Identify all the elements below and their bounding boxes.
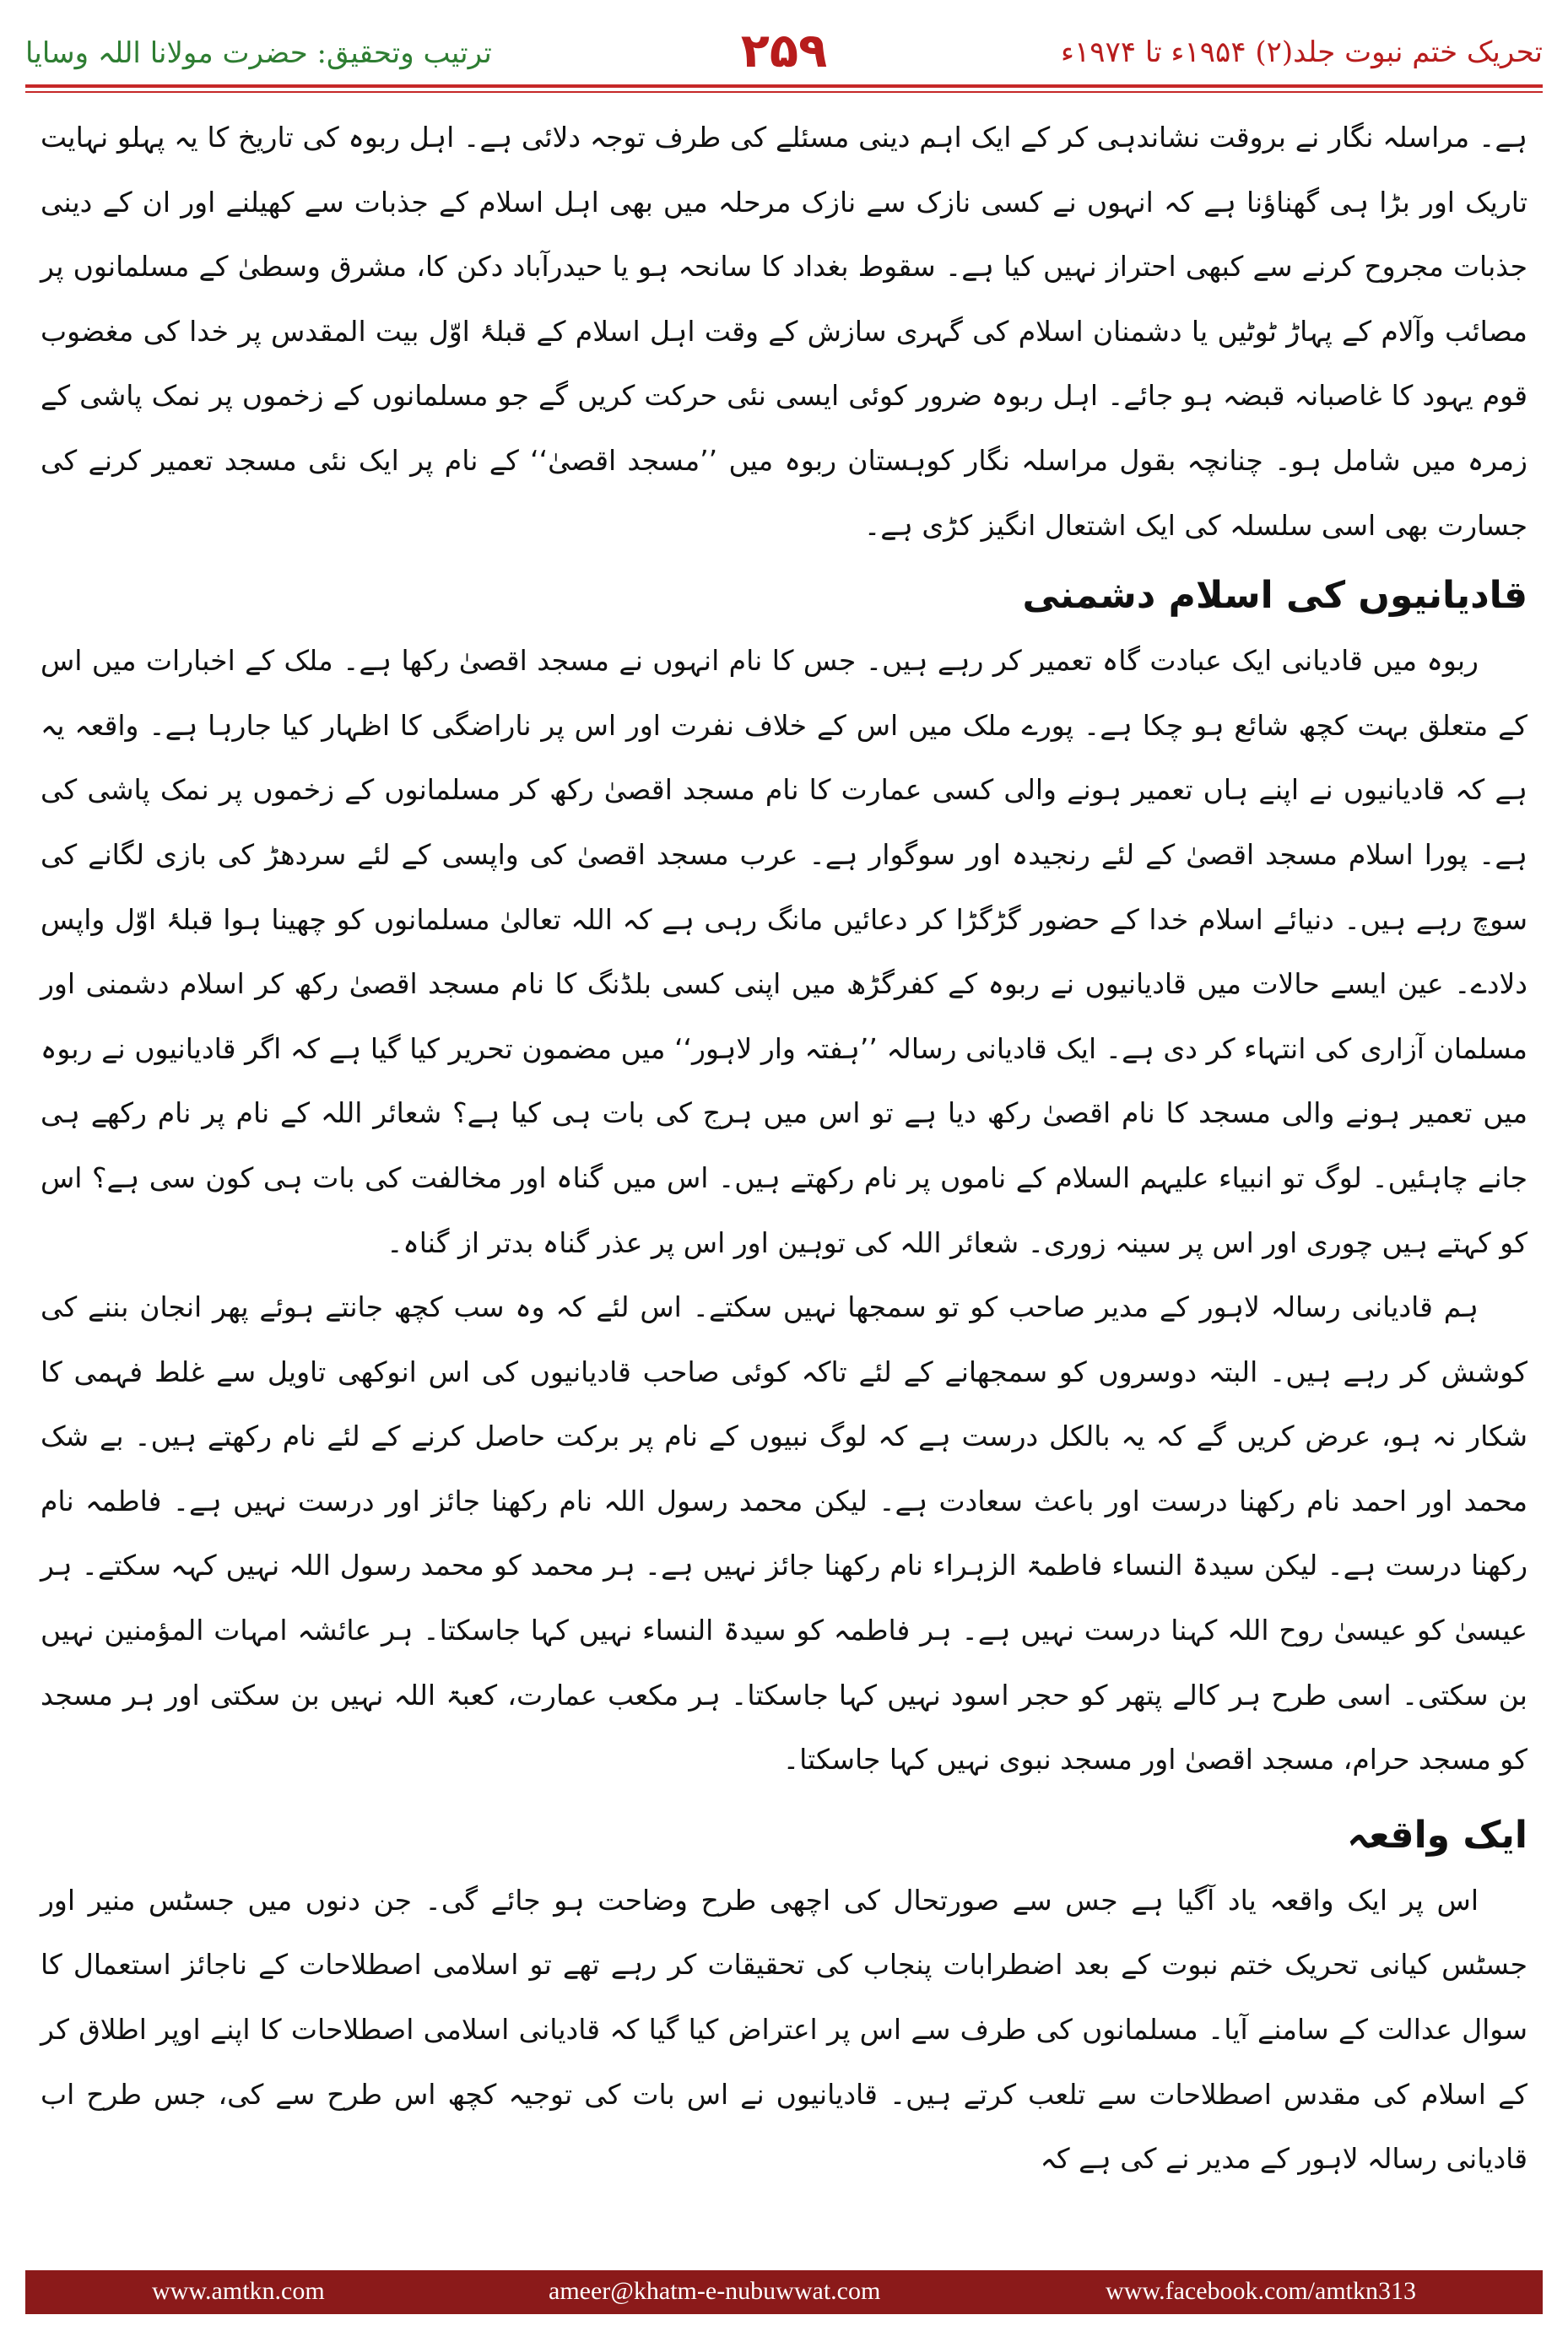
footer-email-link[interactable]: ameer@khatm-e-nubuwwat.com [549,2277,881,2305]
section-1-paragraph-2: ہم قادیانی رسالہ لاہور کے مدیر صاحب کو تو سمجھا نہیں سکتے۔ اس لئے کہ وہ سب کچھ جانتے ہوئے پھر انجان بننے کی کوشش کر رہے ہیں۔ البتہ دوسروں کو سمجھانے کے لئے تاکہ کوئی صاحب قادیانیوں کی اس انوکھی تاویل سے غلط فہمی کا شکار نہ ہو، عرض کریں گے کہ یہ بالکل درست ہے کہ لوگ نبیوں کے نام پر برکت حاصل کرنے کے لئے نام رکھتے ہیں۔ بے شک محمد اور احمد نام رکھنا درست اور باعث سعادت ہے۔ لیکن محمد رسول اللہ نام رکھنا جائز اور درست نہیں ہے۔ فاطمہ نام رکھنا درست ہے۔ لیکن سیدۃ النساء فاطمۃ الزہراء نام رکھنا جائز نہیں ہے۔ ہر محمد کو محمد رسول اللہ نہیں کہہ سکتے۔ ہر عیسیٰ کو عیسیٰ روح اللہ کہنا درست نہیں ہے۔ ہر فاطمہ کو سیدۃ النساء نہیں کہا جاسکتا۔ ہر عائشہ امہات المؤمنین نہیں بن سکتی۔ اسی طرح ہر کالے پتھر کو حجر اسود نہیں کہا جاسکتا۔ ہر مکعب عمارت، کعبۃ اللہ نہیں بن سکتی اور ہر مسجد کو مسجد حرام، مسجد اقصیٰ اور مسجد نبوی نہیں کہا جاسکتا۔ [41,1290,1527,1777]
header-compiler-credit: ترتیب وتحقیق: حضرت مولانا اللہ وسایا [25,36,492,70]
section-heading-an-incident: ایک واقعہ [1347,1813,1527,1857]
header-book-title: تحریک ختم نبوت جلد(۲) ۱۹۵۴ء تا ۱۹۷۴ء [1061,35,1543,69]
header-rule-thick [25,84,1543,88]
page-header [25,24,1543,87]
intro-paragraph: ہے۔ مراسلہ نگار نے بروقت نشاندہی کر کے ایک اہم دینی مسئلے کی طرف توجہ دلائی ہے۔ اہل ربوہ کی تاریخ کا یہ پہلو نہایت تاریک اور بڑا ہی گھناؤنا ہے کہ انہوں نے کسی نازک سے نازک مرحلہ میں بھی اہل اسلام کے جذبات سے کھیلنے اور ان کے دینی جذبات مجروح کرنے سے کبھی احتراز نہیں کیا ہے۔ سقوط بغداد کا سانحہ ہو یا حیدرآباد دکن کا، مشرق وسطیٰ کے مسلمانوں پر مصائب وآلام کے پہاڑ ٹوٹیں یا دشمنان اسلام کی گہری سازش کے وقت اہل اسلام کے قبلۂ اوّل بیت المقدس پر خدا کی مغضوب قوم یہود کا غاصبانہ قبضہ ہو جائے۔ اہل ربوہ ضرور کوئی ایسی نئی حرکت کریں گے جو مسلمانوں کے زخموں پر نمک پاشی کے زمرہ میں شامل ہو۔ چنانچہ بقول مراسلہ نگار کوہستان ربوہ میں ’’مسجد اقصیٰ‘‘ کے نام پر ایک نئی مسجد تعمیر کرنے کی جسارت بھی اسی سلسلہ کی ایک اشتعال انگیز کڑی ہے۔ [41,121,1527,542]
page-footer [25,2270,1543,2314]
header-rule-thin [25,91,1543,93]
section-2-paragraph-1: اس پر ایک واقعہ یاد آگیا ہے جس سے صورتحال کی اچھی طرح وضاحت ہو جائے گی۔ جن دنوں میں جسٹس منیر اور جسٹس کیانی تحریک ختم نبوت کے بعد اضطرابات پنجاب کی تحقیقات کر رہے تھے تو اسلامی اصطلاحات کے ناجائز استعمال کا سوال عدالت کے سامنے آیا۔ مسلمانوں کی طرف سے اس پر اعتراض کیا گیا کہ قادیانی اسلامی اصطلاحات کا اپنے اوپر اطلاق کر کے اسلام کی مقدس اصطلاحات سے تلعب کرتے ہیں۔ قادیانیوں نے اس بات کی توجیہ کچھ اس طرح سے کی، جس طرح اب قادیانی رسالہ لاہور کے مدیر نے کی ہے کہ [41,1883,1527,2176]
footer-facebook-link[interactable]: www.facebook.com/amtkn313 [1106,2277,1416,2305]
footer-website-link[interactable]: www.amtkn.com [152,2277,325,2305]
page-number: ۲۵۹ [740,24,828,78]
section-1-paragraph-1: ربوہ میں قادیانی ایک عبادت گاہ تعمیر کر رہے ہیں۔ جس کا نام انہوں نے مسجد اقصیٰ رکھا ہے۔ ملک کے اخبارات میں اس کے متعلق بہت کچھ شائع ہو چکا ہے۔ پورے ملک میں اس کے خلاف نفرت اور اس پر ناراضگی کا اظہار کیا جارہا ہے۔ واقعہ یہ ہے کہ قادیانیوں نے اپنے ہاں تعمیر ہونے والی کسی عمارت کا نام مسجد اقصیٰ رکھ کر مسلمانوں کے زخموں پر نمک پاشی کی ہے۔ پورا اسلام مسجد اقصیٰ کے لئے رنجیدہ اور سوگوار ہے۔ عرب مسجد اقصیٰ کی واپسی کے لئے سردھڑ کی بازی لگانے کی سوچ رہے ہیں۔ دنیائے اسلام خدا کے حضور گڑگڑا کر دعائیں مانگ رہی ہے کہ اللہ تعالیٰ مسلمانوں کو چھینا ہوا قبلۂ اوّل واپس دلادے۔ عین ایسے حالات میں قادیانیوں نے ربوہ کے کفرگڑھ میں اپنی کسی بلڈنگ کا نام مسجد اقصیٰ رکھ کر اسلام دشمنی اور مسلمان آزاری کی انتہاء کر دی ہے۔ ایک قادیانی رسالہ ’’ہفتہ وار لاہور‘‘ میں مضمون تحریر کیا گیا ہے کہ اگر قادیانیوں نے ربوہ میں تعمیر ہونے والی مسجد کا نام اقصیٰ رکھ دیا ہے تو اس میں ہرج کی بات ہی کیا ہے؟ شعائر اللہ کے نام پر نام رکھے ہی جانے چاہئیں۔ لوگ تو انبیاء علیہم السلام کے ناموں پر نام رکھتے ہیں۔ اس میں گناہ اور مخالفت کی بات ہی کون سی ہے؟ اس کو کہتے ہیں چوری اور اس پر سینہ زوری۔ شعائر اللہ کی توہین اور اس پر عذر گناہ بدتر از گناہ۔ [41,644,1527,1259]
section-heading-qadiani-enmity: قادیانیوں کی اسلام دشمنی [1022,574,1527,618]
page-body [41,105,1527,2192]
